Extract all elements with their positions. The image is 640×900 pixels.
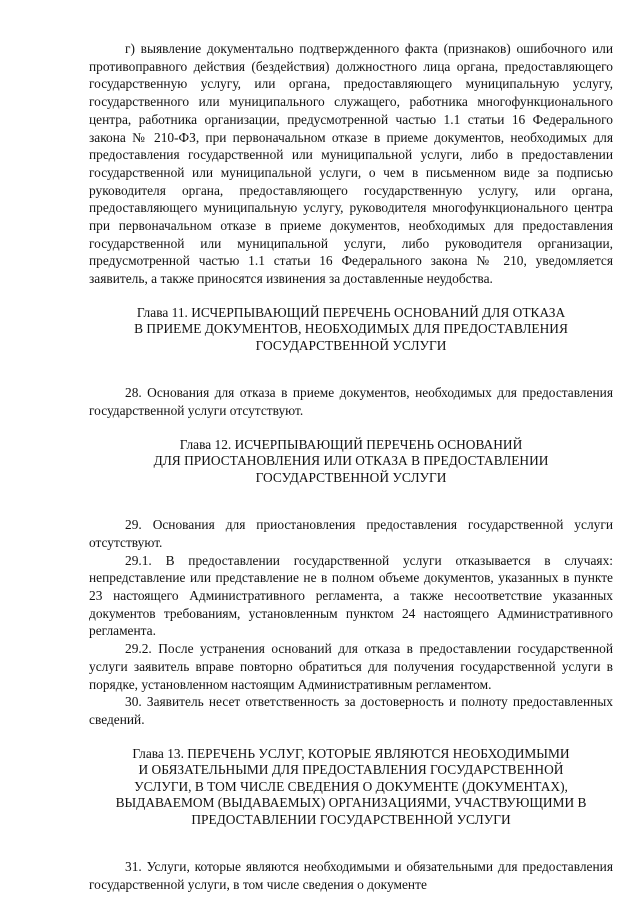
paragraph-29-2: 29.2. После устранения оснований для отказа в предоставлении государственной услуги заявитель вправе повторно обратиться для получения государственной услуги в порядке, установленном настоящим Административным регламентом. [89, 641, 613, 692]
paragraph-30: 30. Заявитель несет ответственность за достоверность и полноту предоставленных сведений. [89, 694, 613, 727]
heading-line: ПРЕДОСТАВЛЕНИИ ГОСУДАРСТВЕННОЙ УСЛУГИ [191, 811, 511, 827]
heading-line: ГОСУДАРСТВЕННОЙ УСЛУГИ [255, 337, 447, 353]
paragraph-29: 29. Основания для приостановления предоставления государственной услуги отсутствуют. [89, 517, 613, 550]
chapter-13-heading [89, 746, 613, 829]
heading-line: Глава 12. ИСЧЕРПЫВАЮЩИЙ ПЕРЕЧЕНЬ ОСНОВАНИЙ [179, 436, 523, 452]
chapter-11-heading [89, 305, 613, 355]
heading-line: ДЛЯ ПРИОСТАНОВЛЕНИЯ ИЛИ ОТКАЗА В ПРЕДОСТАВЛЕНИИ [153, 453, 549, 469]
heading-line: ГОСУДАРСТВЕННОЙ УСЛУГИ [255, 469, 447, 485]
heading-line: ВЫДАВАЕМОМ (ВЫДАВАЕМЫХ) ОРГАНИЗАЦИЯМИ, УЧАСТВУЮЩИМИ В [115, 795, 587, 811]
heading-line: Глава 13. ПЕРЕЧЕНЬ УСЛУГ, КОТОРЫЕ ЯВЛЯЮТСЯ НЕОБХОДИМЫМИ [132, 745, 570, 761]
paragraph-31: 31. Услуги, которые являются необходимыми и обязательными для предоставления государственной услуги, в том числе сведения о документе [89, 859, 613, 892]
paragraph-g: г) выявление документально подтвержденного факта (признаков) ошибочного или противоправного действия (бездействия) должностного лица органа, предоставляющего государственную услугу, или органа, предоставляющего муниципальную услугу, государственного или муниципального служащего, работника многофункционального центра, работника организации, предусмотренной частью 1.1 статьи 16 Федерального закона № 210-ФЗ, при первоначальном отказе в приеме документов, необходимых для предоставления государственной или муниципальной услуги, либо в предоставлении государственной или муниципальной услуги, о чем в письменном виде за подписью руководителя органа, предоставляющего государственную услугу, или органа, предоставляющего муниципальную услугу, руководителя многофункционального центра при первоначальном отказе в приеме документов, необходимых для предоставления государственной или муниципальной услуги, либо руководителя организации, предусмотренной частью 1.1 статьи 16 Федерального закона № 210, уведомляется заявитель, а также приносятся извинения за доставленные неудобства. [89, 41, 613, 287]
heading-line: УСЛУГИ, В ТОМ ЧИСЛЕ СВЕДЕНИЯ О ДОКУМЕНТЕ (ДОКУМЕНТАХ), [134, 778, 568, 794]
heading-line: Глава 11. ИСЧЕРПЫВАЮЩИЙ ПЕРЕЧЕНЬ ОСНОВАНИЙ ДЛЯ ОТКАЗА [136, 304, 566, 320]
chapter-12-heading [89, 437, 613, 487]
heading-line: В ПРИЕМЕ ДОКУМЕНТОВ, НЕОБХОДИМЫХ ДЛЯ ПРЕДОСТАВЛЕНИЯ [134, 321, 568, 337]
paragraph-28: 28. Основания для отказа в приеме документов, необходимых для предоставления государственной услуги отсутствуют. [89, 385, 613, 419]
paragraph-29-1: 29.1. В предоставлении государственной услуги отказывается в случаях: непредставление или представление не в полном объеме документов, указанных в пункте 23 настоящего Административного регламента, а также несоответствие указанных документов требованиям, установленным пунктом 24 настоящего Административного регламента. [89, 552, 613, 639]
heading-line: И ОБЯЗАТЕЛЬНЫМИ ДЛЯ ПРЕДОСТАВЛЕНИЯ ГОСУДАРСТВЕННОЙ [138, 762, 564, 778]
